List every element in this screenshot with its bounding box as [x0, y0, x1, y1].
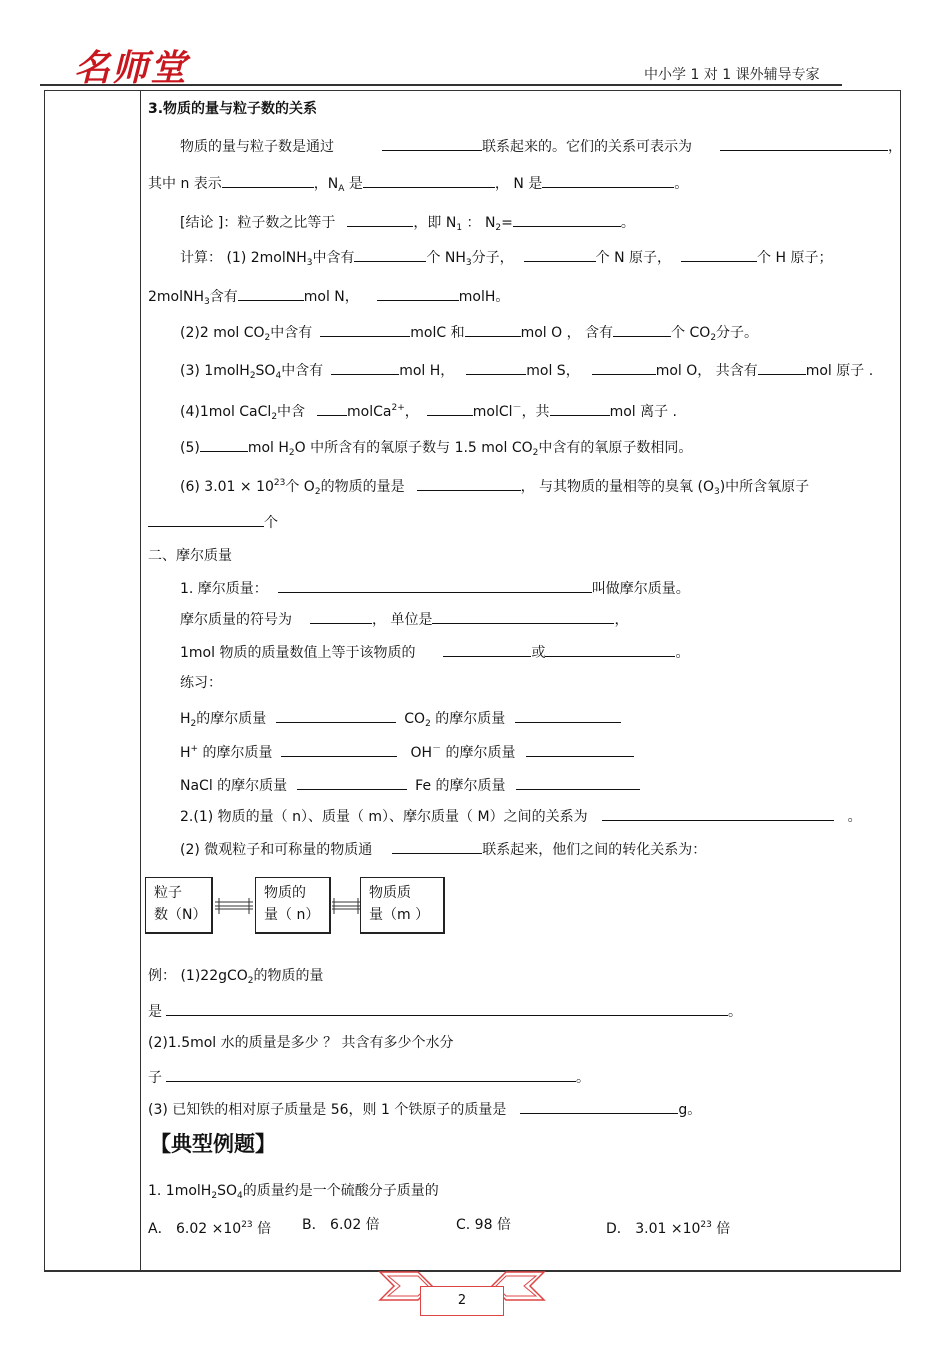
- text-line: 2.(1) 物质的量（ n）、质量（ m）、摩尔质量（ M）之间的关系为 。: [180, 806, 862, 826]
- text-line: 2molNH$_3$含有 mol N， molH。: [148, 286, 509, 311]
- page-number: 2: [420, 1286, 504, 1316]
- section-heading: 二、摩尔质量: [148, 548, 232, 564]
- text-line: 其中 n 表示 ，$N_A$ 是 ， N 是 。: [148, 173, 688, 198]
- double-line-arrow-icon: [213, 896, 255, 916]
- double-line-arrow-icon: [331, 896, 361, 916]
- text-line: [结论 ]：粒子数之比等于 ，即 $N_1$ ： $N_2=$ 。: [180, 212, 635, 237]
- question-stem: 1. $1molH_2SO_4$的质量约是一个硫酸分子质量的: [148, 1183, 439, 1201]
- header-rule: [40, 84, 842, 86]
- text-line: 是 。: [148, 1001, 742, 1021]
- text-line: H+ 的摩尔质量 OH－ 的摩尔质量: [180, 740, 634, 762]
- text-line: 子 。: [148, 1067, 590, 1087]
- option-b: B． 6.02 倍: [302, 1217, 380, 1233]
- text-line: (5) mol $H_2O$ 中所含有的氧原子数与 1.5 mol $CO_2$中含有的氧原子数相同。: [180, 437, 692, 462]
- logo: 名师堂: [74, 47, 189, 89]
- particle-count-box: 粒子 数（N）: [145, 877, 213, 934]
- text-line: (6) $3.01 \times 10^{23}$个 $O_2$的物质的量是 ， 与其物质的量相等的臭氧 $(O_3)$中所含氧原子: [180, 478, 810, 497]
- option-c: C. 98 倍: [456, 1217, 511, 1233]
- table-left-border: [44, 90, 45, 1271]
- text-line: 1. 摩尔质量： 叫做摩尔质量。: [180, 578, 690, 598]
- text-line: (2) 微观粒子和可称量的物质通 联系起来，他们之间的转化关系为：: [180, 839, 706, 859]
- option-d: D． $3.01 \times 10^{23}$ 倍: [606, 1220, 731, 1237]
- header-tagline: 中小学 1 对 1 课外辅导专家: [644, 67, 820, 83]
- text-line: (2)1.5mol 水的质量是多少 ？ 共含有多少个水分: [148, 1035, 454, 1051]
- text-line: 个: [148, 512, 278, 532]
- table-divider: [140, 90, 141, 1271]
- text-line: 练习：: [180, 675, 222, 691]
- text-line: 计算： (1) 2molNH$_3$中含有 个 $NH_3$分子， 个 N 原子， 个 H 原子；: [180, 247, 832, 272]
- text-line: (4)1mol CaCl$_2$中含 molCa$^{2+}$， molCl－，共 mol 离子 .: [180, 403, 678, 422]
- section-title: 3.物质的量与粒子数的关系: [148, 101, 318, 117]
- table-top-border: [44, 90, 901, 91]
- text-line: (2)2 mol $CO_2$中含有 molC 和 mol O ， 含有 个 $CO_2$分子。: [180, 322, 758, 347]
- table-right-border: [900, 90, 901, 1271]
- text-line: 物质的量与粒子数是通过 联系起来的。它们的关系可表示为 ，: [180, 136, 902, 156]
- text-line: (3) 已知铁的相对原子质量是 56，则 1 个铁原子的质量是 g。: [148, 1099, 701, 1119]
- mass-box: 物质质 量（m ）: [360, 877, 445, 934]
- text-line: 例： (1)22gCO$_2$的物质的量: [148, 968, 324, 986]
- text-line: $H_2$的摩尔质量 $CO_2$ 的摩尔质量: [180, 708, 621, 733]
- text-line: 1mol 物质的质量数值上等于该物质的 或 。: [180, 642, 689, 662]
- text-line: 摩尔质量的符号为 ， 单位是 ，: [180, 609, 628, 629]
- text-line: NaCl 的摩尔质量 Fe 的摩尔质量: [180, 775, 640, 795]
- text-line: (3) $1molH_2SO_4$中含有 mol H， mol S， mol O， 共含有 mol 原子 .: [180, 360, 873, 385]
- typical-examples-heading: 【典型例题】: [150, 1131, 276, 1156]
- amount-of-substance-box: 物质的 量（ n）: [255, 877, 331, 934]
- option-a: A． $6.02 \times 10^{23}$ 倍: [148, 1220, 272, 1237]
